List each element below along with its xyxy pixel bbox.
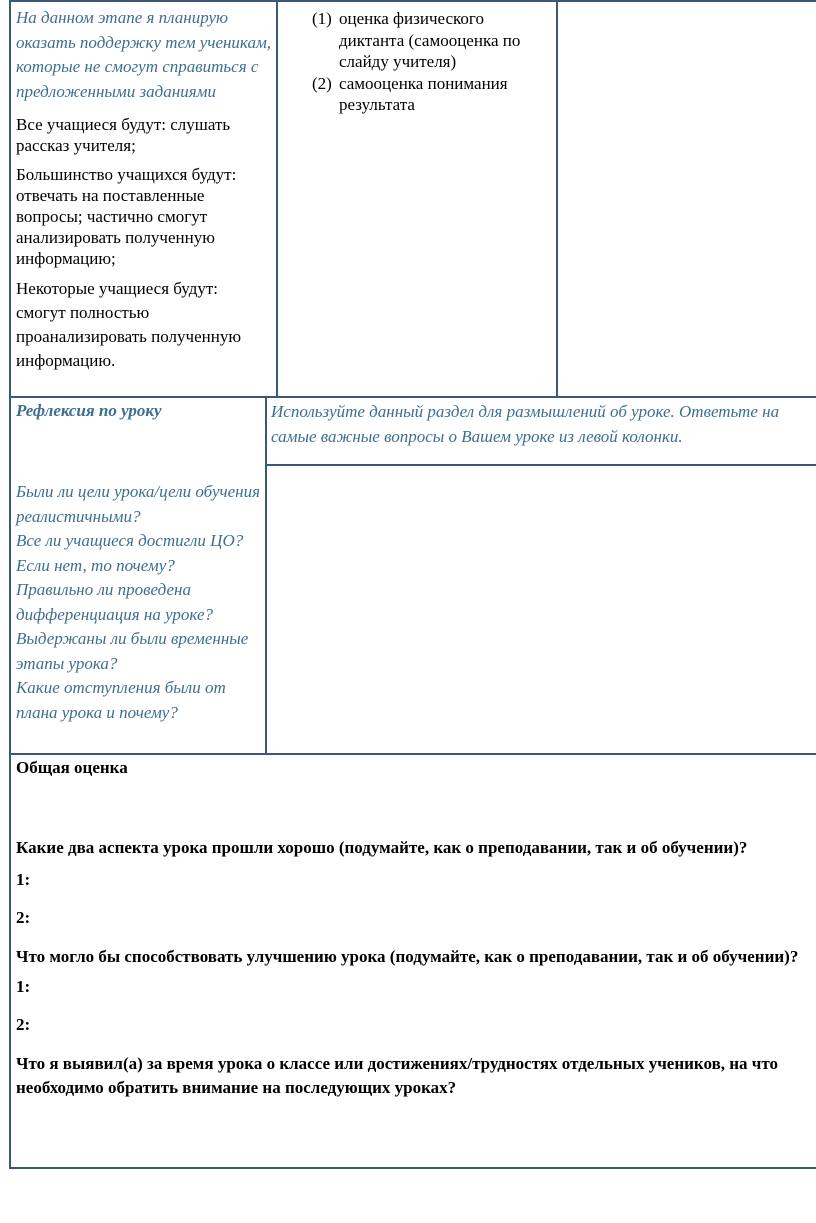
reflection-question: Если нет, то почему? [16,555,175,575]
some-students-line-1: смогут полностью [16,303,150,322]
some-students-label: Некоторые учащиеся будут: [16,279,219,298]
summary-q2-item-1: 1: [16,977,31,996]
summary-title: Общая оценка [16,758,128,777]
summary-q1-item-2: 2: [16,908,31,927]
most-students-text: Большинство учащихся будут: отвечать на поставленные вопросы; частично смогут анализировать полученную информацию; [16,165,237,268]
list-item-text: оценка физического диктанта (самооценка по слайду учителя) [339,9,521,71]
summary-q2-item-2: 2: [16,1015,31,1034]
reflection-title-cell [16,399,261,424]
table-border-bottom [9,1167,816,1169]
table-border-left [9,0,11,1168]
summary-question-2: Что могло бы способствовать улучшению урока (подумайте, как о преподавании, так и об обучении)? [16,947,799,966]
summary-question-1: Какие два аспекта урока прошли хорошо (подумайте, как о преподавании, так и об обучении)? [16,838,748,857]
some-students-line-2: проанализировать полученную [16,327,242,346]
empty-cell [558,2,814,394]
reflection-question: Были ли цели урока/цели обучения реалистичными? [16,482,260,526]
some-students-line-3: информацию. [16,351,116,370]
summary-cell [16,756,811,1100]
summary-question-3: Что я выявил(а) за время урока о классе или достижениях/трудностях отдельных учеников, на что необходимо обратить внимание на последующих уроках? [16,1054,779,1097]
list-item-number: (1) [312,9,332,28]
reflection-title: Рефлексия по уроку [16,401,162,420]
support-plan-text: На данном этапе я планирую оказать поддержку тем ученикам, которые не смогут справиться с предложенными заданиями [16,8,272,101]
row-divider-summary [9,753,816,755]
reflection-question: Правильно ли проведена дифференциация на уроке? [16,580,213,624]
reflection-question: Какие отступления были от плана урока и почему? [16,678,226,722]
support-plan-cell [16,6,274,373]
all-students-text: Все учащиеся будут: слушать рассказ учителя; [16,115,231,155]
list-item [312,73,550,116]
assessment-cell [312,8,550,116]
row-divider-reflection [9,396,816,398]
col-divider-1 [276,0,278,396]
list-item [312,8,550,73]
reflection-question: Все ли учащиеся достигли ЦО? [16,531,244,550]
list-item-text: самооценка понимания результата [339,73,508,114]
assessment-list [312,8,550,116]
summary-q1-item-1: 1: [16,870,31,889]
reflection-instruction-cell [271,400,816,449]
reflection-instruction: Используйте данный раздел для размышлений об уроке. Ответьте на самые важные вопросы о Вашем уроке из левой колонки. [271,402,780,446]
reflection-questions-cell [16,480,261,725]
reflection-question: Выдержаны ли были временные этапы урока? [16,629,249,673]
list-item-number: (2) [312,73,332,93]
reflection-answer-area [267,466,814,752]
